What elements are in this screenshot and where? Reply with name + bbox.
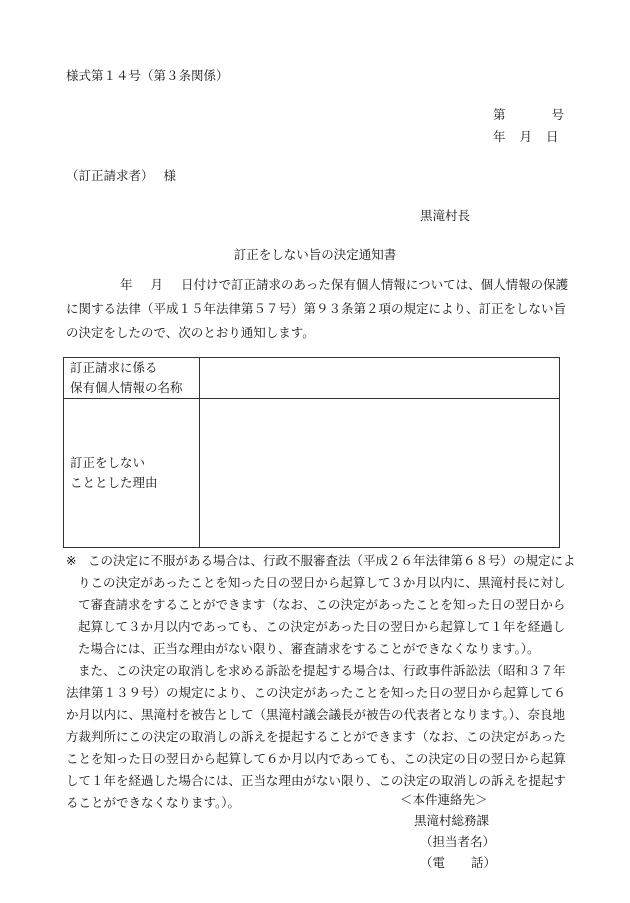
document-title: 訂正をしない旨の決定通知書 bbox=[233, 247, 397, 262]
body-text: 日付けで訂正請求のあった保有個人情報については、個人情報の保護に関する法律（平成１５年法律第５７号）第９３条第２項の規定により、訂正をしない旨の決定をしたので、次のとおり通知します。 bbox=[66, 277, 569, 340]
note-mark: ※ bbox=[66, 553, 77, 568]
contact-heading: ＜本件連絡先＞ bbox=[400, 792, 488, 807]
document-number-line bbox=[493, 105, 564, 123]
reason-label bbox=[64, 399, 200, 548]
contact-person: （担当者名） bbox=[420, 834, 496, 849]
doc-number-suffix: 号 bbox=[551, 107, 565, 122]
date-day: 日 bbox=[546, 129, 559, 144]
addressee-honorific: 様 bbox=[163, 168, 177, 183]
record-name-value bbox=[200, 358, 560, 399]
table-row bbox=[64, 358, 560, 399]
info-table bbox=[63, 357, 560, 548]
record-name-label-line2: 保有個人情報の名称 bbox=[70, 380, 183, 395]
record-name-label bbox=[64, 358, 200, 399]
body-year: 年 bbox=[120, 277, 133, 292]
contact-block bbox=[400, 789, 496, 873]
addressee-name: （訂正請求者） bbox=[66, 168, 154, 183]
date-month: 月 bbox=[519, 129, 533, 144]
contact-department: 黒滝村総務課 bbox=[414, 813, 490, 828]
reason-label-line2: こととした理由 bbox=[70, 475, 158, 490]
body-month: 月 bbox=[150, 277, 164, 292]
date-line bbox=[493, 127, 559, 145]
body-paragraph bbox=[66, 273, 571, 345]
doc-number-prefix: 第 bbox=[493, 107, 506, 122]
date-year: 年 bbox=[493, 129, 506, 144]
reason-label-line1: 訂正をしない bbox=[70, 455, 146, 470]
appeal-note bbox=[66, 550, 576, 660]
form-number: 様式第１４号（第３条関係） bbox=[66, 68, 229, 83]
table-row bbox=[64, 399, 560, 548]
reason-value bbox=[200, 399, 560, 548]
contact-phone-close: 話） bbox=[471, 855, 497, 870]
addressee-line bbox=[66, 166, 176, 184]
lawsuit-note: また、この決定の取消しを求める訴訟を提起する場合は、行政事件訴訟法（昭和３７年法律第１３９号）の規定により、この決定があったことを知った日の翌日から起算して６か月以内に、黒滝村を被告として（黒滝村議会議長が被告の代表者となります。）、奈良地方裁判所にこの決定の取消しの訴えを提起することができます（なお、この決定があったことを知った日の翌日から起算して６か月以内であっても、この決定の日の翌日から起算して１年を経過した場合には、正当な理由がない限り、この決定の取消しの訴えを提起することができなくなります。）。 bbox=[66, 663, 567, 810]
contact-phone bbox=[400, 852, 496, 873]
contact-phone-open: （電 bbox=[420, 855, 446, 870]
sender: 黒滝村長 bbox=[420, 208, 471, 223]
appeal-note-text: この決定に不服がある場合は、行政不服審査法（平成２６年法律第６８号）の規定によりこの決定があったことを知った日の翌日から起算して３か月以内に、黒滝村長に対して審査請求をすることができます（なお、この決定があったことを知った日の翌日から起算して３か月以内であっても、この決定があった日の翌日から起算して１年を経過した場合には、正当な理由がない限り、審査請求をすることができなくなります。）。 bbox=[78, 553, 576, 656]
record-name-label-line1: 訂正請求に係る bbox=[70, 360, 158, 375]
notes-section bbox=[66, 550, 576, 814]
